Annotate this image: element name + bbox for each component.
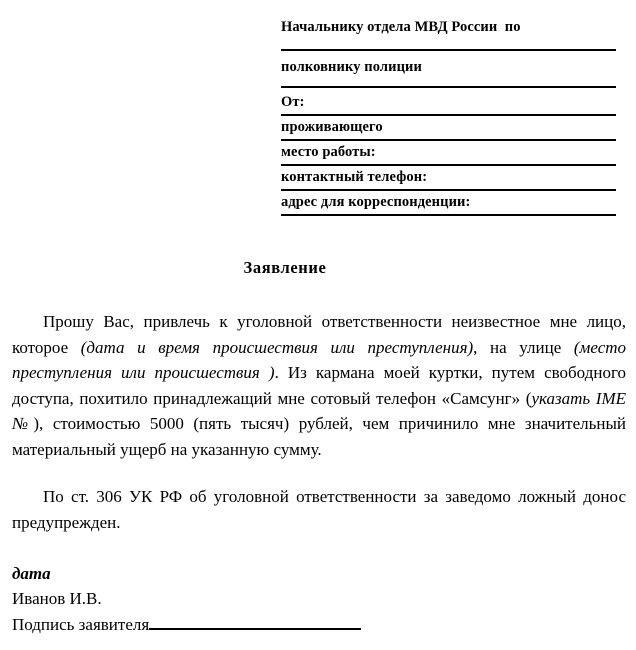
- signature-date-label: дата: [12, 564, 51, 583]
- field-label-mailing-address: адрес для корреспонденции:: [281, 194, 471, 210]
- field-rule-residence: [281, 139, 616, 141]
- rank-rule: [281, 86, 616, 88]
- addressee-header-block: [281, 18, 616, 216]
- field-rule-from: [281, 114, 616, 116]
- addressee-line: Начальнику отдела МВД России по: [281, 19, 521, 35]
- addressee-rule: [281, 49, 616, 51]
- body-paragraph-2: По ст. 306 УК РФ об уголовной ответственности за заведомо ложный донос предупрежден.: [12, 487, 626, 532]
- field-rule-mailing-address: [281, 214, 616, 216]
- para1-segment-3: . Из кармана моей куртки, путем свободного доступа, похитило принадлежащий мне сотовый телефон «Самсунг» (: [12, 363, 626, 408]
- document-title: Заявление: [243, 258, 327, 277]
- para1-placeholder-datetime: (дата и время происшествия или преступления): [80, 337, 474, 357]
- field-label-from: От:: [281, 94, 305, 110]
- field-label-phone: контактный телефон:: [281, 169, 428, 185]
- field-label-workplace: место работы:: [281, 144, 376, 160]
- document-body: [12, 309, 626, 535]
- field-rule-phone: [281, 189, 616, 191]
- para1-segment-2: , на улице: [473, 337, 574, 357]
- para1-placeholder-location: (место преступления или происшествия ): [12, 337, 627, 382]
- applicant-name: Иванов И.В.: [12, 589, 102, 608]
- para1-segment-1: Прошу Вас, привлечь к уголовной ответственности неизвестное мне лицо, которое: [12, 312, 626, 357]
- para1-placeholder-ime: указать IME №: [12, 388, 626, 433]
- signature-underline: [149, 615, 361, 630]
- rank-line: полковнику полиции: [281, 59, 422, 75]
- body-paragraph-1: [12, 309, 626, 462]
- signature-block: [12, 561, 432, 638]
- field-label-residence: проживающего: [281, 119, 383, 135]
- signature-label: Подпись заявителя: [12, 615, 150, 634]
- field-rule-workplace: [281, 164, 616, 166]
- signature-line-row: [12, 612, 432, 638]
- para1-segment-4: ), стоимостью 5000 (пять тысяч) рублей, чем причинило мне значительный материальный ущерб на указанную сумму.: [12, 414, 627, 459]
